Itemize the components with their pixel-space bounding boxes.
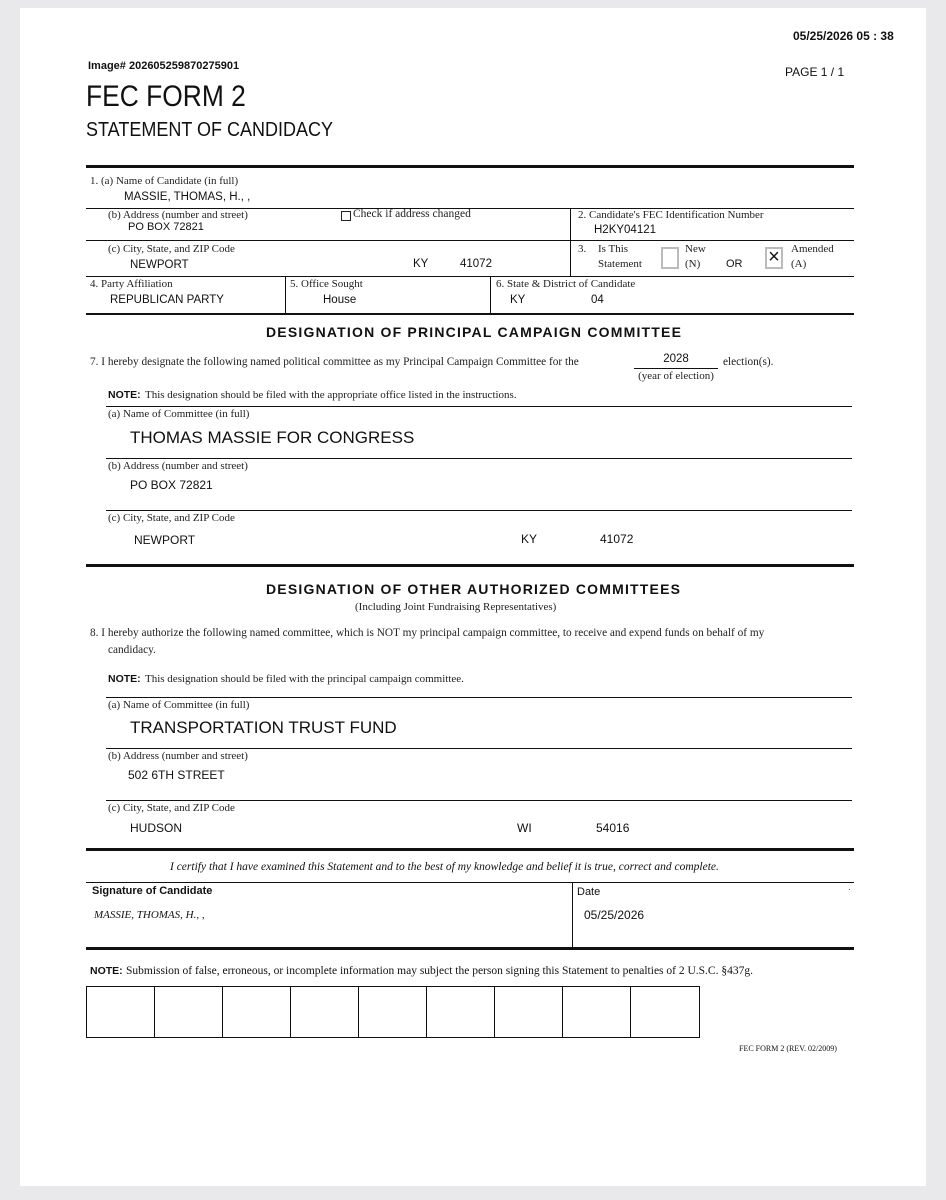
principal-address-label: (b) Address (number and street) xyxy=(108,460,248,472)
footer-note: Submission of false, erroneous, or incomplete information may subject the person signing this Statement to penalties of 2 U.S.C. §437g. xyxy=(126,965,753,977)
row-divider xyxy=(106,406,852,407)
row-divider xyxy=(106,510,852,511)
principal-city: NEWPORT xyxy=(134,533,196,547)
office-label: 5. Office Sought xyxy=(290,278,363,290)
row-divider xyxy=(86,882,854,883)
other-statement-1: 8. I hereby authorize the following named committee, which is NOT my principal campaign committee, to receive and expend funds on behalf of my xyxy=(90,627,765,639)
candidate-name: MASSIE, THOMAS, H., , xyxy=(124,191,251,203)
candidate-name-label: 1. (a) Name of Candidate (in full) xyxy=(90,175,239,187)
section-rule xyxy=(86,848,854,851)
box-divider xyxy=(222,986,223,1038)
box-divider xyxy=(494,986,495,1038)
party-affiliation: REPUBLICAN PARTY xyxy=(110,294,224,306)
year-caption: (year of election) xyxy=(638,370,714,382)
principal-name-label: (a) Name of Committee (in full) xyxy=(108,408,250,420)
signature-label: Signature of Candidate xyxy=(92,885,213,897)
date-label: Date xyxy=(577,886,601,898)
form-page xyxy=(20,8,926,1186)
new-label: New xyxy=(685,243,706,255)
candidate-state: KY xyxy=(413,258,429,270)
candidate-address-label: (b) Address (number and street) xyxy=(108,209,248,221)
state-district-label: 6. State & District of Candidate xyxy=(496,278,636,290)
year-underline xyxy=(634,368,718,369)
or-label: OR xyxy=(726,258,743,270)
candidate-city: NEWPORT xyxy=(130,259,189,271)
row-divider xyxy=(86,276,854,277)
row-divider xyxy=(86,313,854,315)
col-divider xyxy=(490,276,491,313)
page-number: PAGE 1 / 1 xyxy=(785,65,845,79)
footer-note-label: NOTE: xyxy=(90,965,123,977)
col-divider xyxy=(285,276,286,313)
principal-state: KY xyxy=(521,532,538,546)
signature-date: 05/25/2026 xyxy=(584,908,645,922)
principal-note: This designation should be filed with the appropriate office listed in the instructions. xyxy=(145,389,517,401)
box-divider xyxy=(562,986,563,1038)
form-subtitle: STATEMENT OF CANDIDACY xyxy=(86,119,334,141)
box-divider xyxy=(426,986,427,1038)
new-checkbox[interactable] xyxy=(661,247,679,269)
principal-address: PO BOX 72821 xyxy=(130,478,213,492)
principal-heading: DESIGNATION OF PRINCIPAL CAMPAIGN COMMITTEE xyxy=(266,324,683,340)
other-subheading: (Including Joint Fundraising Representatives) xyxy=(355,601,557,613)
amended-label-a: (A) xyxy=(791,258,807,270)
statement-type-number: 3. xyxy=(578,243,587,255)
top-rule xyxy=(86,165,854,168)
stray-dot: . xyxy=(848,882,851,893)
section-rule xyxy=(86,564,854,567)
amended-check-mark: × xyxy=(768,246,780,268)
image-number: Image# 202605259870275901 xyxy=(88,60,240,72)
address-changed-label: Check if address changed xyxy=(353,208,471,220)
section-rule xyxy=(86,947,854,950)
box-divider xyxy=(630,986,631,1038)
fec-id-label: 2. Candidate's FEC Identification Number xyxy=(578,209,764,221)
box-divider xyxy=(290,986,291,1038)
form-revision: FEC FORM 2 (REV. 02/2009) xyxy=(739,1044,837,1053)
principal-zip: 41072 xyxy=(600,532,634,546)
amended-label: Amended xyxy=(791,243,834,255)
other-heading: DESIGNATION OF OTHER AUTHORIZED COMMITTEES xyxy=(266,581,682,597)
other-zip: 54016 xyxy=(596,821,630,835)
row-divider xyxy=(106,748,852,749)
office-use-boxes xyxy=(86,986,700,1038)
timestamp: 05/25/2026 05 : 38 xyxy=(793,29,894,43)
principal-committee-name: THOMAS MASSIE FOR CONGRESS xyxy=(130,428,415,447)
candidate-city-label: (c) City, State, and ZIP Code xyxy=(108,243,235,255)
form-title: FEC FORM 2 xyxy=(86,80,246,113)
new-label-n: (N) xyxy=(685,258,701,270)
principal-statement: 7. I hereby designate the following named political committee as my Principal Campaign Committee for the xyxy=(90,356,579,368)
row-divider xyxy=(106,697,852,698)
col-divider xyxy=(570,208,571,276)
other-note: This designation should be filed with the principal campaign committee. xyxy=(145,673,464,685)
address-changed-checkbox[interactable] xyxy=(341,211,351,221)
office-sought: House xyxy=(323,294,357,306)
candidate-district: 04 xyxy=(591,294,604,306)
candidate-address: PO BOX 72821 xyxy=(128,221,204,233)
other-city: HUDSON xyxy=(130,821,183,835)
candidate-signature: MASSIE, THOMAS, H., , xyxy=(94,909,205,921)
other-committee-name: TRANSPORTATION TRUST FUND xyxy=(130,718,397,737)
statement-type-label-2: Statement xyxy=(598,258,642,270)
other-note-label: NOTE: xyxy=(108,673,141,685)
row-divider xyxy=(106,458,852,459)
certification-text: I certify that I have examined this Statement and to the best of my knowledge and belief it is true, correct and complete. xyxy=(170,861,719,873)
other-address: 502 6TH STREET xyxy=(128,768,225,782)
principal-note-label: NOTE: xyxy=(108,389,141,401)
other-address-label: (b) Address (number and street) xyxy=(108,750,248,762)
box-divider xyxy=(154,986,155,1038)
other-statement-2: candidacy. xyxy=(108,644,156,656)
principal-city-label: (c) City, State, and ZIP Code xyxy=(108,512,235,524)
row-divider xyxy=(106,800,852,801)
other-name-label: (a) Name of Committee (in full) xyxy=(108,699,250,711)
candidate-state-2: KY xyxy=(510,294,526,306)
candidate-zip: 41072 xyxy=(460,258,492,270)
party-label: 4. Party Affiliation xyxy=(90,278,173,290)
other-city-label: (c) City, State, and ZIP Code xyxy=(108,802,235,814)
statement-type-label: Is This xyxy=(598,243,629,255)
fec-id: H2KY04121 xyxy=(594,224,657,236)
election-suffix: election(s). xyxy=(723,356,774,368)
other-state: WI xyxy=(517,821,532,835)
row-divider xyxy=(86,240,854,241)
box-divider xyxy=(358,986,359,1038)
election-year: 2028 xyxy=(663,353,689,365)
col-divider xyxy=(572,882,573,948)
